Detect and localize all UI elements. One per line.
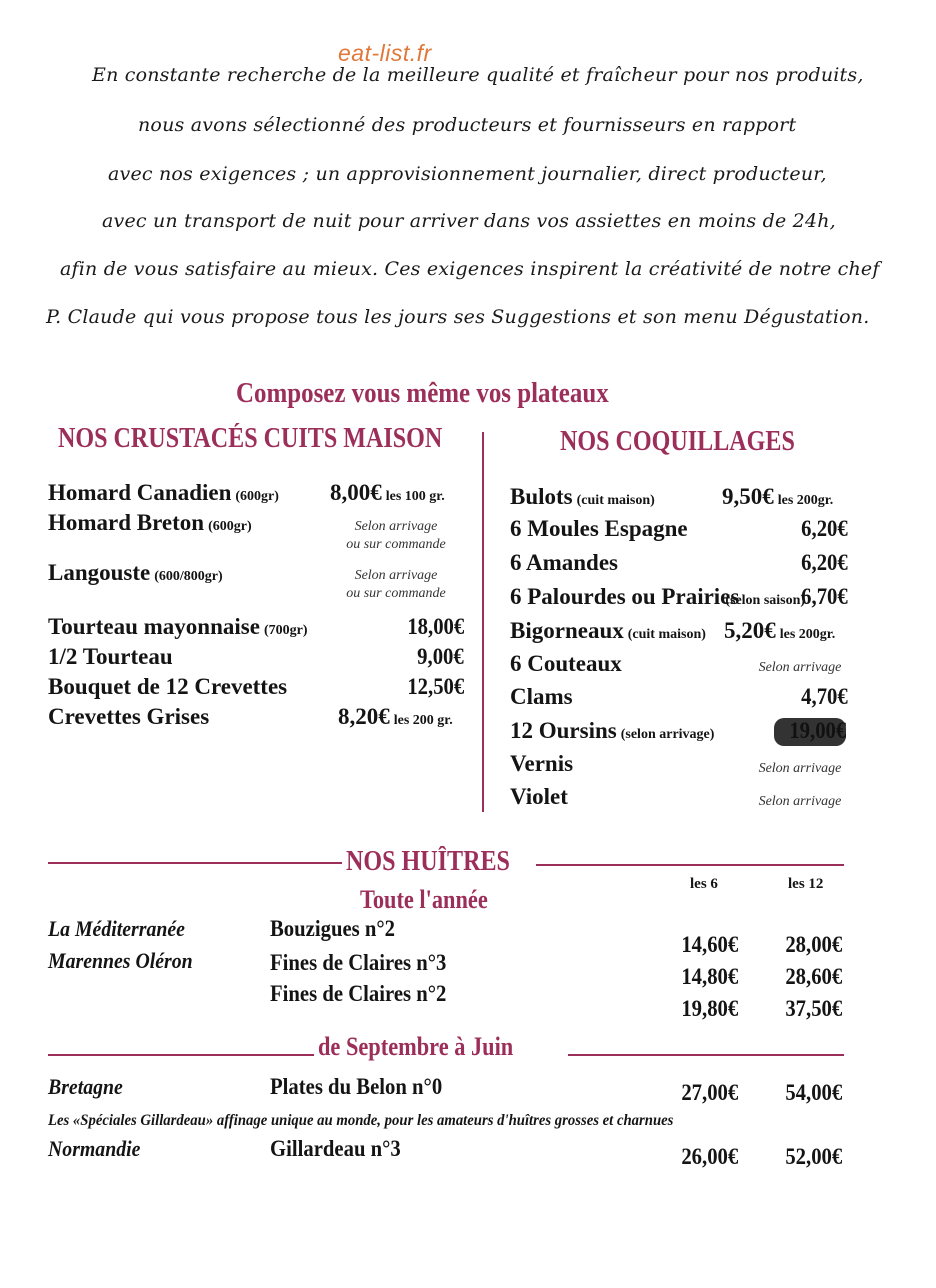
oyster-price-6: 26,00€ bbox=[681, 1144, 738, 1169]
availability-note: Selon arrivage ou sur commande bbox=[346, 568, 446, 601]
oyster-price-12: 28,00€ bbox=[785, 932, 842, 957]
item-price: 4,70€ bbox=[801, 684, 848, 709]
item-name: Clams bbox=[510, 684, 573, 709]
crustace-item-name bbox=[48, 614, 307, 640]
column-head-6: les 6 bbox=[690, 876, 718, 892]
coquillage-item-name bbox=[510, 618, 706, 644]
item-name: Tourteau mayonnaise bbox=[48, 614, 260, 639]
intro-line-6: P. Claude qui vous propose tous les jours ses Suggestions et son menu Dégustation. bbox=[46, 306, 870, 328]
coquillage-item-name bbox=[510, 784, 568, 810]
item-name: Crevettes Grises bbox=[48, 704, 210, 729]
crustace-item-name bbox=[48, 560, 223, 586]
crustace-price bbox=[338, 704, 453, 730]
item-name: Langouste bbox=[48, 560, 151, 585]
oyster-price-12: 54,00€ bbox=[785, 1080, 842, 1105]
item-name: Homard Breton bbox=[48, 510, 205, 535]
region-label: La Méditerranée bbox=[48, 916, 185, 941]
coquillage-price bbox=[722, 484, 833, 510]
region-label: Marennes Oléron bbox=[48, 948, 193, 973]
item-unit: les 200 gr. bbox=[393, 713, 453, 728]
oyster-name: Plates du Belon n°0 bbox=[270, 1074, 443, 1099]
oyster-price-12: 52,00€ bbox=[785, 1144, 842, 1169]
item-name: 1/2 Tourteau bbox=[48, 644, 173, 669]
oyster-price-12: 28,60€ bbox=[785, 964, 842, 989]
item-price: 6,70€ bbox=[801, 584, 848, 609]
item-name: 6 Palourdes ou Prairies bbox=[510, 584, 740, 609]
item-price: 9,50€ bbox=[722, 484, 774, 509]
huitres-subtitle-year: Toute l'année bbox=[360, 885, 488, 914]
coquillage-item-name bbox=[510, 718, 714, 744]
coquillage-item-name bbox=[510, 751, 573, 777]
item-name: Homard Canadien bbox=[48, 480, 232, 505]
item-note: (selon saison) bbox=[725, 593, 806, 608]
crustace-item-name bbox=[48, 674, 287, 700]
coquillage-item-name bbox=[510, 516, 688, 542]
coquillage-item-name bbox=[510, 484, 655, 510]
item-price: 8,00€ bbox=[330, 480, 382, 505]
item-price: 8,20€ bbox=[338, 704, 390, 729]
column-head-12: les 12 bbox=[788, 876, 824, 892]
crustaces-title: NOS CRUSTACÉS CUITS MAISON bbox=[58, 423, 443, 454]
item-price: 19,00€ bbox=[789, 718, 846, 743]
item-name: Bulots bbox=[510, 484, 573, 509]
item-note: (cuit maison) bbox=[576, 493, 655, 508]
item-note: (700gr) bbox=[263, 623, 308, 638]
oyster-name: Fines de Claires n°2 bbox=[270, 981, 447, 1006]
item-unit: les 200gr. bbox=[779, 627, 836, 642]
oyster-price-6: 14,80€ bbox=[681, 964, 738, 989]
coquillage-item-name bbox=[510, 550, 618, 576]
intro-line-3: avec nos exigences ; un approvisionnement journalier, direct producteur, bbox=[108, 163, 827, 185]
item-price: 9,00€ bbox=[417, 644, 464, 669]
intro-line-1: En constante recherche de la meilleure qualité et fraîcheur pour nos produits, bbox=[92, 64, 864, 86]
item-name: 6 Amandes bbox=[510, 550, 618, 575]
crustace-item-name bbox=[48, 704, 209, 730]
item-name: Vernis bbox=[510, 751, 574, 776]
huitres-subtitle-season: de Septembre à Juin bbox=[318, 1032, 514, 1061]
item-unit: les 200gr. bbox=[777, 493, 834, 508]
crustace-item-name bbox=[48, 510, 252, 536]
oyster-name: Bouzigues n°2 bbox=[270, 916, 396, 941]
huitres-rule-right bbox=[536, 864, 844, 866]
huitres-rule-left bbox=[48, 862, 342, 864]
column-divider bbox=[482, 432, 484, 812]
gillardeau-note: Les «Spéciales Gillardeau» affinage unique au monde, pour les amateurs d'huîtres grosses et charnues bbox=[48, 1112, 674, 1129]
item-price: 6,20€ bbox=[801, 516, 848, 541]
item-note: (selon arrivage) bbox=[620, 727, 715, 742]
intro-line-2: nous avons sélectionné des producteurs et fournisseurs en rapport bbox=[138, 114, 797, 136]
intro-line-5: afin de vous satisfaire au mieux. Ces exigences inspirent la créativité de notre chef bbox=[60, 258, 880, 280]
crustace-item-name bbox=[48, 644, 173, 670]
season-rule-left bbox=[48, 1054, 314, 1056]
season-rule-right bbox=[568, 1054, 844, 1056]
item-price: 12,50€ bbox=[407, 674, 464, 699]
oyster-price-6: 19,80€ bbox=[681, 996, 738, 1021]
huitres-title: NOS HUÎTRES bbox=[346, 846, 510, 877]
crustace-item-name bbox=[48, 480, 279, 506]
item-name: 6 Moules Espagne bbox=[510, 516, 688, 541]
item-name: Bouquet de 12 Crevettes bbox=[48, 674, 288, 699]
availability-note: Selon arrivage bbox=[758, 761, 842, 776]
oyster-name: Gillardeau n°3 bbox=[270, 1136, 401, 1161]
item-price: 18,00€ bbox=[407, 614, 464, 639]
oyster-name: Fines de Claires n°3 bbox=[270, 950, 447, 975]
intro-line-4: avec un transport de nuit pour arriver dans vos assiettes en moins de 24h, bbox=[102, 210, 836, 232]
item-name: Violet bbox=[510, 784, 568, 809]
item-price: 5,20€ bbox=[724, 618, 776, 643]
coquillages-title: NOS COQUILLAGES bbox=[560, 426, 795, 457]
oyster-price-6: 14,60€ bbox=[681, 932, 738, 957]
availability-note: Selon arrivage bbox=[758, 660, 842, 675]
oyster-price-12: 37,50€ bbox=[785, 996, 842, 1021]
item-note: (600gr) bbox=[235, 489, 279, 504]
oyster-price-6: 27,00€ bbox=[681, 1080, 738, 1105]
crustace-price bbox=[330, 480, 445, 506]
coquillage-item-name bbox=[510, 651, 622, 677]
availability-note: Selon arrivage ou sur commande bbox=[346, 519, 446, 552]
region-label: Bretagne bbox=[48, 1074, 123, 1099]
item-note: (cuit maison) bbox=[627, 627, 706, 642]
item-name: Bigorneaux bbox=[510, 618, 624, 643]
plateaux-title: Composez vous même vos plateaux bbox=[236, 377, 609, 409]
region-label: Normandie bbox=[48, 1136, 141, 1161]
coquillage-item-name bbox=[510, 584, 805, 610]
availability-note: Selon arrivage bbox=[758, 794, 842, 809]
coquillage-price bbox=[724, 618, 835, 644]
item-name: 12 Oursins bbox=[510, 718, 617, 743]
coquillage-item-name bbox=[510, 684, 573, 710]
item-note: (600gr) bbox=[208, 519, 252, 534]
item-note: (600/800gr) bbox=[154, 569, 223, 584]
item-unit: les 100 gr. bbox=[385, 489, 445, 504]
item-price: 6,20€ bbox=[801, 550, 848, 575]
watermark: eat-list.fr bbox=[338, 40, 432, 66]
item-name: 6 Couteaux bbox=[510, 651, 622, 676]
